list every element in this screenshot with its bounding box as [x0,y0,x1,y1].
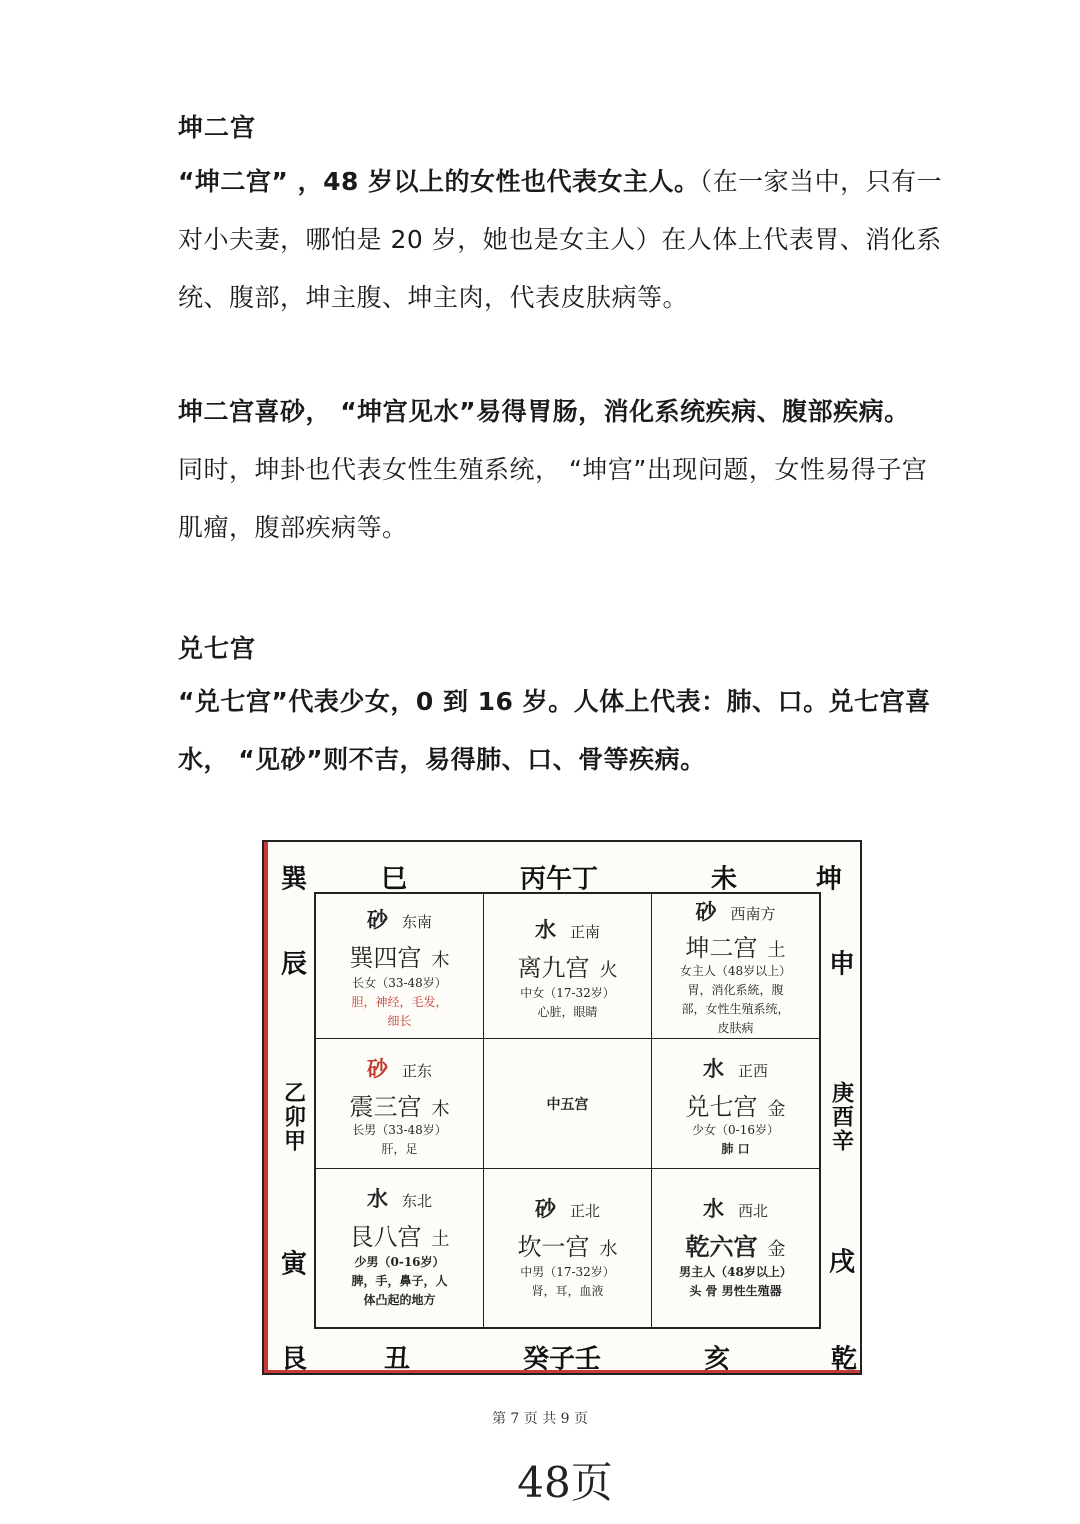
top-label-si: 巳 [380,864,408,895]
cell-li-palace [484,894,652,1039]
wuxing: 土 [431,1229,450,1250]
cell-kan-palace [484,1169,652,1327]
left-label-yin: 寅 [280,1249,308,1280]
section-title-kun: 坤二宫 [178,113,257,142]
cell-desc-2: 胃，消化系統，腹 [687,983,784,997]
palace-name: 巽四宫 [349,944,422,972]
cell-gen-palace [316,1169,484,1327]
element-shui: 水 [702,1056,724,1081]
palace-name: 兑七宫 [685,1093,758,1121]
element-shui: 水 [534,917,556,942]
paragraph-kun-1 [178,153,948,327]
palace-name: 坎一宫 [517,1233,590,1261]
paragraph-kun-1-bold: “坤二宫” ，48 岁以上的女性也代表女主人。 [178,167,700,196]
paragraph-dui-bold: “兑七宫”代表少女，0 到 16 岁。人体上代表：肺、口。兑七宫喜水， “见砂”则不吉，易得肺、口、骨等疾病。 [178,687,931,774]
cell-desc-2: 肾，耳，血液 [531,1284,604,1298]
wuxing: 金 [767,1099,786,1120]
right-label-xu: 戌 [828,1247,856,1278]
direction: 东北 [401,1192,432,1210]
page-info: 第 7 页 共 9 页 [491,1411,589,1427]
nine-palace-grid [314,892,821,1329]
cell-desc-3: 部，女性生殖系统， [681,1002,790,1016]
cell-desc-1: 少男（0-16岁） [354,1255,445,1269]
direction: 正西 [737,1062,768,1080]
element-shui: 水 [366,1186,388,1211]
right-label-gengyouxin: 庚酉辛 [828,1081,855,1153]
wuxing: 金 [767,1239,786,1260]
wuxing: 土 [767,940,786,961]
direction: 东南 [401,913,432,931]
palace-name: 离九宫 [517,954,590,982]
bottom-label-hai: 亥 [703,1344,731,1375]
palace-name: 坤二宫 [685,934,758,962]
cell-desc-2: 肺 口 [721,1142,750,1156]
left-label-yimaojia: 乙卯甲 [280,1081,307,1153]
paragraph-kun-2-rest: 同时，坤卦也代表女性生殖系统， “坤宫”出现问题，女性易得子宫肌瘤，腹部疾病等。 [178,455,928,542]
cell-desc-1: 长女（33-48岁） [352,976,447,990]
paragraph-kun-1-rest: （在一家当中，只有一对小夫妻，哪怕是 20 岁，她也是女主人）在人体上代表胃、消化系统、腹部，坤主腹、坤主肉，代表皮肤病等。 [178,167,943,312]
wuxing: 木 [431,1099,450,1120]
cell-desc-3: 细长 [387,1014,412,1028]
paragraph-kun-2-bold: 坤二宫喜砂， “坤宫见水”易得胃肠，消化系统疾病、腹部疾病。 [178,397,910,426]
palace-name: 震三宫 [349,1093,422,1121]
corner-gen: 艮 [280,1344,308,1375]
bagua-palace-diagram [262,840,862,1375]
direction: 正东 [401,1062,432,1080]
direction: 正南 [569,923,600,941]
cell-desc-1: 少女（0-16岁） [692,1123,779,1137]
cell-desc-1: 中男（17-32岁） [520,1265,615,1279]
cell-desc-2: 头 骨 男性生殖器 [689,1284,782,1298]
cell-xun-palace [316,894,484,1039]
cell-desc-2: 心脏，眼睛 [537,1005,598,1019]
cell-desc-1: 长男（33-48岁） [352,1123,447,1137]
direction: 西北 [737,1202,768,1220]
right-label-shen: 申 [828,949,856,980]
cell-desc-3: 体凸起的地方 [363,1293,436,1307]
cell-desc-1: 女主人（48岁以上） [679,964,792,978]
top-label-bingwuding: 丙午丁 [519,864,599,895]
bottom-label-chou: 丑 [383,1344,411,1375]
cell-zhen-palace [316,1039,484,1169]
paragraph-kun-2 [178,383,948,557]
element-sha: 砂 [366,1056,388,1081]
page-number-large: 48页 [517,1458,613,1507]
bottom-label-guiziren: 癸子壬 [522,1344,602,1375]
cell-kun-palace [652,894,819,1039]
corner-kun: 坤 [815,864,843,895]
direction: 正北 [569,1202,600,1220]
direction: 西南方 [730,905,776,923]
cell-dui-palace [652,1039,819,1169]
corner-qian: 乾 [830,1344,858,1375]
corner-xun: 巽 [280,864,308,895]
cell-desc-1: 中女（17-32岁） [520,986,615,1000]
cell-desc-2: 肝，足 [381,1142,418,1156]
element-sha: 砂 [534,1196,556,1221]
palace-name: 中五宫 [546,1097,589,1113]
cell-qian-palace [652,1169,819,1327]
wuxing: 木 [431,950,450,971]
left-label-chen: 辰 [280,949,308,980]
wuxing: 火 [599,960,618,981]
element-shui: 水 [702,1196,724,1221]
cell-center-palace [484,1039,652,1169]
cell-desc-2: 胆，神经，毛发， [351,995,448,1009]
cell-desc-1: 男主人（48岁以上） [679,1265,792,1279]
element-sha: 砂 [695,899,717,924]
palace-name: 艮八宫 [349,1223,422,1251]
diagram-red-border-left [264,842,268,1373]
paragraph-dui [178,673,948,789]
wuxing: 水 [599,1239,618,1260]
palace-name: 乾六宫 [685,1232,758,1261]
cell-desc-2: 脾，手，鼻子，人 [351,1274,448,1288]
cell-desc-4: 皮肤病 [717,1021,754,1035]
section-title-dui: 兑七宫 [178,634,257,663]
top-label-wei: 未 [710,864,738,895]
element-sha: 砂 [366,907,388,932]
